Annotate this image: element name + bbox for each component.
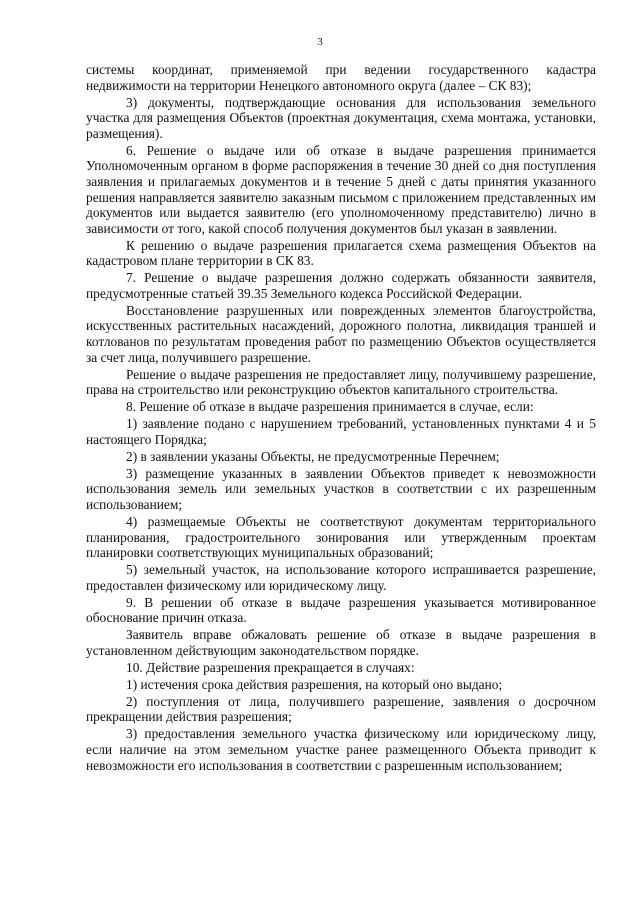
paragraph: 7. Решение о выдаче разрешения должно содержать обязанности заявителя, предусмотренные статьей 39.35 Земельного кодекса Российской Федерации. xyxy=(86,270,596,301)
paragraph: 1) заявление подано с нарушением требований, установленных пунктами 4 и 5 настоящего Порядка; xyxy=(86,416,596,447)
paragraph: Решение о выдаче разрешения не предоставляет лицу, получившему разрешение, права на строительство или реконструкцию объектов капитального строительства. xyxy=(86,366,596,398)
paragraph: 4) размещаемые Объекты не соответствуют документам территориального планирования, градостроительного зонирования или утвержденным проектам планировки соответствующих муниципальных образований; xyxy=(86,513,596,561)
paragraph: 10. Действие разрешения прекращается в случаях: xyxy=(126,659,415,675)
paragraph: 2) поступления от лица, получившего разрешение, заявления о досрочном прекращении действия разрешения; xyxy=(86,693,596,725)
document-body xyxy=(86,62,596,775)
paragraph: 3) документы, подтверждающие основания для использования земельного участка для размещения Объектов (проектная документация, схема монтажа, установки, размещения). xyxy=(86,94,596,141)
paragraph: Заявитель вправе обжаловать решение об отказе в выдаче разрешения в установленном действующим законодательством порядке. xyxy=(86,627,596,658)
page-number: 3 xyxy=(317,36,323,48)
paragraph: 9. В решении об отказе в выдаче разрешения указывается мотивированное обоснование причин отказа. xyxy=(86,594,596,626)
paragraph: системы координат, применяемой при ведении государственного кадастра недвижимости на территории Ненецкого автономного округа (далее – СК 83); xyxy=(86,62,596,93)
paragraph: 3) предоставления земельного участка физическому или юридическому лицу, если наличие на этом земельном участке ранее размещенного Объекта приводит к невозможности его использования в соответствии с разрешенным использованием; xyxy=(86,726,596,773)
paragraph: Восстановление разрушенных или поврежденных элементов благоустройства, искусственных растительных насаждений, дорожного полотна, ликвидация траншей и котлованов по результатам проведения работ по размещению Объектов осуществляется за счет лица, получившего разрешение. xyxy=(86,302,596,365)
paragraph: 2) в заявлении указаны Объекты, не предусмотренные Перечнем; xyxy=(126,448,500,464)
paragraph: 6. Решение о выдаче или об отказе в выдаче разрешения принимается Уполномоченным органом в форме распоряжения в течение 30 дней со дня поступления заявления и прилагаемых документов и в течение 5 дней с даты принятия указанного решения направляется заявителю заказным письмом с приложением представленных им документов или выдается заявителю (его уполномоченному представителю) лично в зависимости от того, какой способ получения документов был указан в заявлении. xyxy=(86,142,596,236)
paragraph: К решению о выдаче разрешения прилагается схема размещения Объектов на кадастровом плане территории в СК 83. xyxy=(86,237,596,269)
paragraph: 8. Решение об отказе в выдаче разрешения принимается в случае, если: xyxy=(126,399,534,415)
paragraph: 1) истечения срока действия разрешения, на который оно выдано; xyxy=(126,676,503,692)
paragraph: 3) размещение указанных в заявлении Объектов приведет к невозможности использования земель или земельных участков в соответствии с их разрешенным использованием; xyxy=(86,465,596,512)
paragraph: 5) земельный участок, на использование которого испрашивается разрешение, предоставлен физическому или юридическому лицу. xyxy=(86,562,596,593)
